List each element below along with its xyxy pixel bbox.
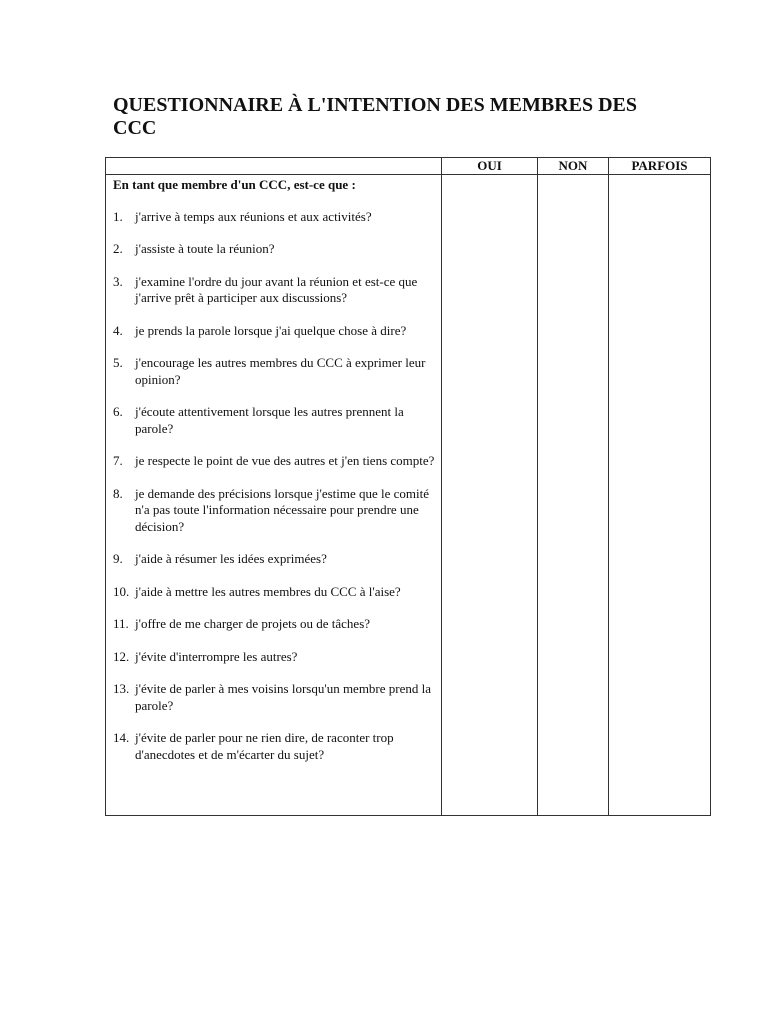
answer-cell-non[interactable] <box>538 175 609 816</box>
question-number: 7. <box>113 453 123 468</box>
question-text: j'aide à mettre les autres membres du CCC à l'aise? <box>135 583 401 599</box>
question-item <box>113 584 435 601</box>
question-text: j'arrive à temps aux réunions et aux activités? <box>135 208 372 224</box>
question-item <box>113 404 435 437</box>
question-text: j'examine l'ordre du jour avant la réunion et est-ce que j'arrive prêt à participer aux discussions? <box>135 273 418 305</box>
question-text: je respecte le point de vue des autres et j'en tiens compte? <box>135 453 435 468</box>
question-number: 12. <box>113 648 130 664</box>
question-text: j'aide à résumer les idées exprimées? <box>135 551 327 566</box>
table-body-row <box>106 175 711 816</box>
answer-cell-oui[interactable] <box>442 175 538 816</box>
question-number: 1. <box>113 208 123 224</box>
question-number: 13. <box>113 681 130 696</box>
question-item <box>113 486 435 536</box>
header-oui: OUI <box>442 158 538 175</box>
page-title: QUESTIONNAIRE À L'INTENTION DES MEMBRES DES CCC <box>113 94 638 139</box>
question-item <box>113 209 435 226</box>
question-number: 8. <box>113 485 123 501</box>
question-cell <box>106 175 442 816</box>
question-number: 14. <box>113 730 130 745</box>
question-item <box>113 453 435 470</box>
question-text: j'évite de parler à mes voisins lorsqu'un membre prend la parole? <box>135 681 432 713</box>
question-number: 4. <box>113 322 123 338</box>
question-item <box>113 649 435 666</box>
question-item <box>113 274 435 307</box>
question-item <box>113 730 435 763</box>
questionnaire-intro: En tant que membre d'un CCC, est-ce que : <box>113 177 356 192</box>
question-text: je demande des précisions lorsque j'estime que le comité n'a pas toute l'information nécessaire pour prendre une décision? <box>135 485 430 534</box>
question-number: 9. <box>113 551 123 566</box>
question-item <box>113 323 435 340</box>
header-question <box>106 158 442 175</box>
question-number: 5. <box>113 355 123 370</box>
header-parfois: PARFOIS <box>609 158 711 175</box>
question-item <box>113 681 435 714</box>
question-item <box>113 355 435 388</box>
table-header-row <box>106 158 711 175</box>
questionnaire-table <box>105 157 711 816</box>
question-number: 3. <box>113 273 123 289</box>
question-number: 6. <box>113 404 123 419</box>
question-list <box>113 209 435 764</box>
question-number: 2. <box>113 241 123 256</box>
question-text: j'assiste à toute la réunion? <box>135 241 275 256</box>
question-item <box>113 551 435 568</box>
header-non: NON <box>538 158 609 175</box>
question-text: je prends la parole lorsque j'ai quelque chose à dire? <box>135 322 407 338</box>
question-item <box>113 241 435 258</box>
question-number: 11. <box>113 616 129 631</box>
question-item <box>113 616 435 633</box>
question-text: j'écoute attentivement lorsque les autres prennent la parole? <box>135 404 404 436</box>
answer-cell-parfois[interactable] <box>609 175 711 816</box>
question-text: j'évite d'interrompre les autres? <box>135 648 298 664</box>
question-text: j'offre de me charger de projets ou de tâches? <box>135 616 371 631</box>
question-number: 10. <box>113 583 130 599</box>
question-text: j'évite de parler pour ne rien dire, de raconter trop d'anecdotes et de m'écarter du sujet? <box>135 730 394 762</box>
question-text: j'encourage les autres membres du CCC à exprimer leur opinion? <box>135 355 426 387</box>
